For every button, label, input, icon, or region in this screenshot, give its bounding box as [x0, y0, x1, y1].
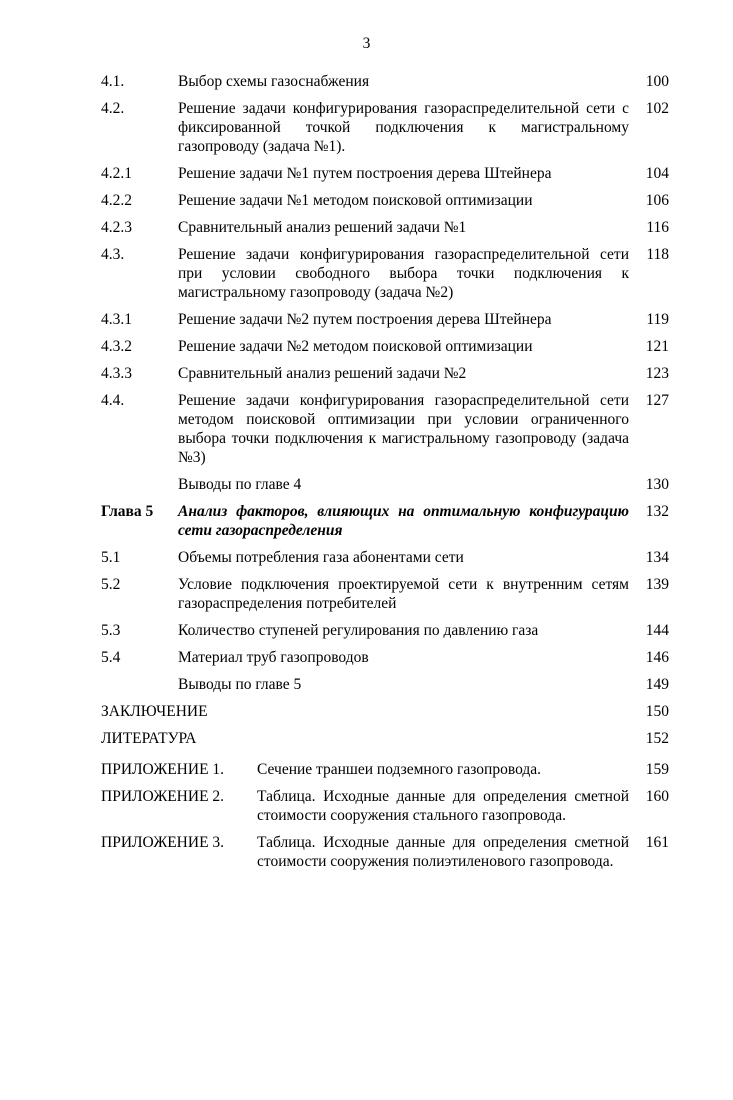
entry-page: 146 — [645, 649, 669, 666]
entry-page: 161 — [645, 834, 669, 851]
entry-number: 4.2.1 — [101, 165, 132, 182]
entry-title: Сравнительный анализ решений задачи №1 — [178, 219, 467, 236]
entry-title: Решение задачи №1 методом поисковой оптимизации — [178, 192, 533, 209]
toc-entry-5-3 — [101, 621, 669, 640]
entry-number: ПРИЛОЖЕНИЕ 2. — [101, 788, 225, 805]
entry-page: 132 — [645, 503, 669, 520]
entry-title: Анализ факторов, влияющих на оптимальную конфигурацию сети газораспределения — [178, 503, 629, 539]
toc-entry-5-2 — [101, 575, 669, 613]
table-of-contents — [101, 72, 669, 879]
toc-entry-conclusions-5 — [101, 675, 669, 694]
toc-entry-conclusions-4 — [101, 475, 669, 494]
page-number: 3 — [362, 35, 371, 52]
entry-page: 116 — [646, 219, 669, 236]
entry-number: 5.4 — [101, 649, 121, 666]
entry-number: 5.1 — [101, 549, 121, 566]
entry-page: 159 — [645, 761, 669, 778]
entry-number: 4.3.2 — [101, 338, 132, 355]
toc-entry-4-3-3 — [101, 364, 669, 383]
toc-entry-4-2 — [101, 99, 669, 156]
entry-page: 139 — [645, 576, 669, 593]
toc-entry-4-2-1 — [101, 164, 669, 183]
entry-page: 121 — [645, 338, 669, 355]
entry-page: 149 — [645, 676, 669, 693]
entry-title: Сравнительный анализ решений задачи №2 — [178, 365, 467, 382]
entry-title: ЛИТЕРАТУРА — [101, 730, 197, 747]
entry-page: 106 — [645, 192, 669, 209]
toc-entry-4-4 — [101, 391, 669, 467]
entry-number: 5.3 — [101, 622, 121, 639]
entry-title: Решение задачи конфигурирования газораспределительной сети с фиксированной точкой подключения к магистральному газопроводу (задача №1). — [178, 100, 629, 155]
toc-entry-4-2-3 — [101, 218, 669, 237]
toc-entry-literature — [101, 729, 669, 748]
entry-page: 160 — [645, 788, 669, 805]
entry-title: Материал труб газопроводов — [178, 649, 369, 666]
entry-number: 5.2 — [101, 576, 121, 593]
entry-title: Условие подключения проектируемой сети к внутренним сетям газораспределения потребителей — [178, 576, 629, 612]
entry-title: Решение задачи конфигурирования газораспределительной сети методом поисковой оптимизации при условии ограниченного выбора точки подключения к магистральному газопроводу (задача №3) — [178, 392, 629, 466]
entry-title: Количество ступеней регулирования по давлению газа — [178, 622, 539, 639]
entry-number: 4.4. — [101, 392, 125, 409]
toc-entry-4-3-2 — [101, 337, 669, 356]
entry-title: Решение задачи конфигурирования газораспределительной сети при условии свободного выбора точки подключения к магистральному газопроводу (задача №2) — [178, 246, 629, 301]
entry-title: ЗАКЛЮЧЕНИЕ — [101, 703, 208, 720]
toc-entry-appendix-3 — [101, 833, 669, 871]
entry-title: Решение задачи №1 путем построения дерева Штейнера — [178, 165, 552, 182]
toc-entry-4-3-1 — [101, 310, 669, 329]
entry-title: Объемы потребления газа абонентами сети — [178, 549, 464, 566]
entry-page: 104 — [645, 165, 669, 182]
entry-page: 152 — [645, 730, 669, 747]
toc-entry-appendix-1 — [101, 760, 669, 779]
entry-page: 102 — [645, 100, 669, 117]
toc-entry-4-1 — [101, 72, 669, 91]
entry-title: Сечение траншеи подземного газопровода. — [257, 761, 542, 778]
toc-entry-chapter-5 — [101, 502, 669, 540]
entry-page: 144 — [645, 622, 669, 639]
entry-title: Таблица. Исходные данные для определения сметной стоимости сооружения стального газопровода. — [257, 788, 629, 824]
entry-page: 118 — [646, 246, 669, 263]
entry-page: 123 — [645, 365, 669, 382]
entry-number: 4.3.3 — [101, 365, 132, 382]
entry-number: ПРИЛОЖЕНИЕ 1. — [101, 761, 225, 778]
toc-entry-appendix-2 — [101, 787, 669, 825]
toc-entry-5-1 — [101, 548, 669, 567]
entry-number: 4.3. — [101, 246, 125, 263]
entry-title: Выводы по главе 4 — [178, 476, 302, 493]
entry-page: 134 — [645, 549, 669, 566]
entry-page: 130 — [645, 476, 669, 493]
entry-number: 4.2. — [101, 100, 125, 117]
entry-page: 119 — [646, 311, 669, 328]
entry-number: 4.2.3 — [101, 219, 132, 236]
entry-number: 4.3.1 — [101, 311, 132, 328]
toc-entry-5-4 — [101, 648, 669, 667]
toc-entry-4-3 — [101, 245, 669, 302]
entry-title: Решение задачи №2 методом поисковой оптимизации — [178, 338, 533, 355]
entry-number: 4.1. — [101, 73, 125, 90]
toc-entry-conclusion — [101, 702, 669, 721]
toc-entry-4-2-2 — [101, 191, 669, 210]
entry-number: Глава 5 — [101, 503, 154, 520]
entry-title: Решение задачи №2 путем построения дерева Штейнера — [178, 311, 552, 328]
entry-title: Выводы по главе 5 — [178, 676, 302, 693]
entry-number: ПРИЛОЖЕНИЕ 3. — [101, 834, 225, 851]
entry-number: 4.2.2 — [101, 192, 132, 209]
entry-page: 127 — [645, 392, 669, 409]
entry-title: Таблица. Исходные данные для определения сметной стоимости сооружения полиэтиленового газопровода. — [257, 834, 629, 870]
entry-title: Выбор схемы газоснабжения — [178, 73, 370, 90]
entry-page: 100 — [645, 73, 669, 90]
entry-page: 150 — [645, 703, 669, 720]
